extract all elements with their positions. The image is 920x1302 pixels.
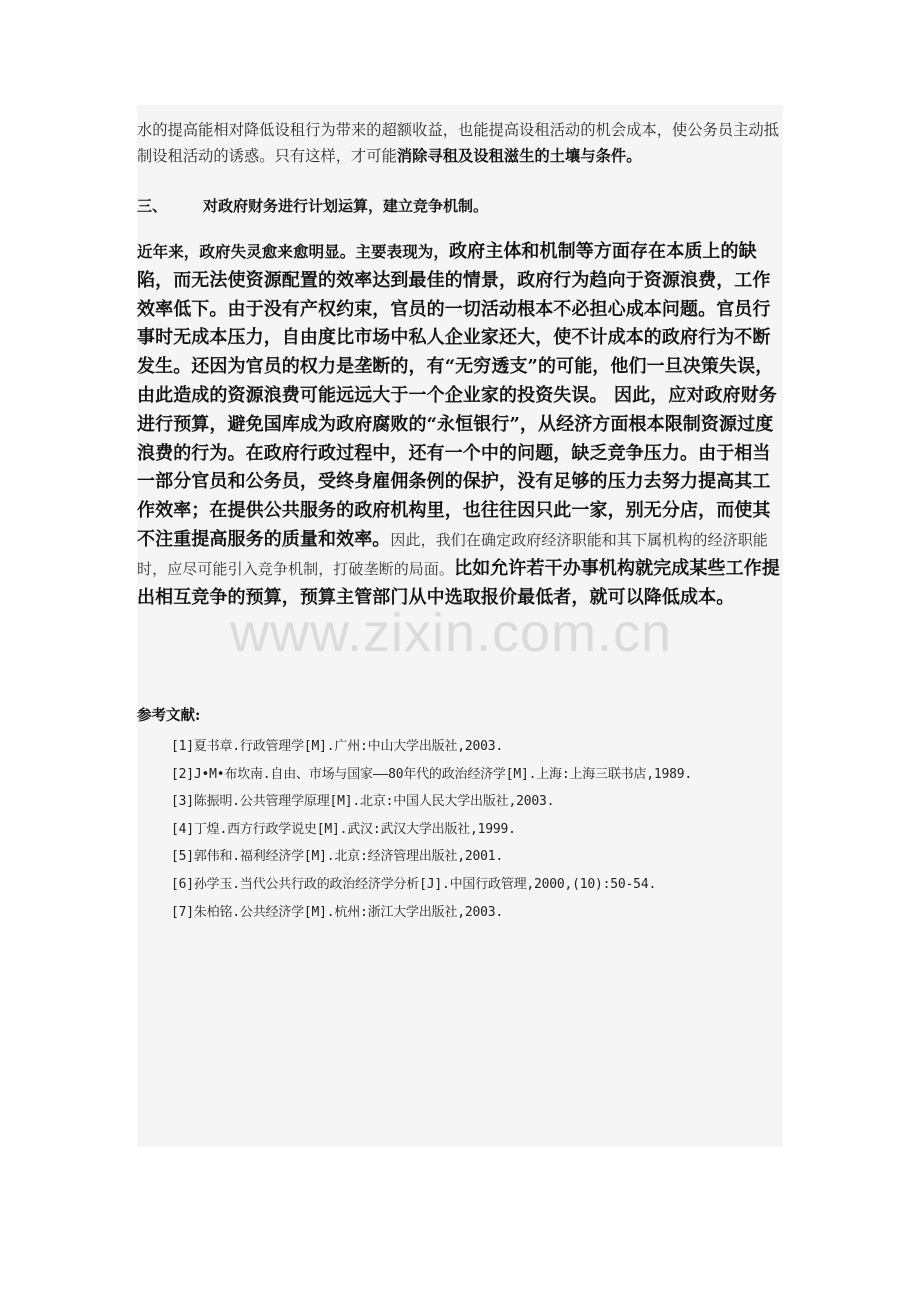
reference-item: [7]朱柏铭.公共经济学[M].杭州:浙江大学出版社,2003.	[171, 904, 504, 920]
reference-item: [6]孙学玉.当代公共行政的政治经济学分析[J].中国行政管理,2000,(10):50-54.	[171, 876, 657, 892]
reference-item: [3]陈振明.公共管理学原理[M].北京:中国人民大学出版社,2003.	[171, 794, 555, 810]
reference-item: [2]J•M•布坎南.自由、市场与国家——80年代的政治经济学[M].上海:上海三联书店,1989.	[171, 766, 693, 782]
paragraph-2-light: 因此，我们在确定政府经济职能和其下属机构的经济职能时，应尽可能引入竞争机制，打破垄断的局面。	[137, 530, 768, 578]
reference-item: [1]夏书章.行政管理学[M].广州:中山大学出版社,2003.	[171, 739, 504, 754]
reference-item: [4]丁煌.西方行政学说史[M].武汉:武汉大学出版社,1999.	[171, 821, 516, 837]
paragraph-2-lead: 近年来，政府失灵愈来愈明显。主要表现为，	[137, 242, 450, 261]
paragraph-2	[137, 238, 783, 612]
paragraph-1-text: 水的提高能相对降低设租行为带来的超额收益，也能提高设租活动的机会成本，使公务员主动抵制设租活动的诱惑。只有这样，才可能	[137, 121, 780, 165]
section-number: 三、	[137, 197, 168, 215]
paragraph-1-bold-text: 消除寻租及设租滋生的土壤与条件。	[396, 147, 642, 165]
watermark: www.zixin.com.cn	[230, 603, 673, 663]
paragraph-1	[137, 117, 783, 169]
section-title: 对政府财务进行计划运算，建立竞争机制。	[203, 197, 489, 215]
document-page	[137, 105, 783, 1147]
references-section	[137, 705, 783, 926]
reference-item: [5]郭伟和.福利经济学[M].北京:经济管理出版社,2001.	[171, 849, 504, 865]
paragraph-2-end: 比如允许若干办事机构就完成某些工作提出相互竞争的预算，预算主管部门从中选取报价最低者，就可以降低成本。	[137, 557, 780, 608]
paragraph-2-main: 政府主体和机制等方面存在本质上的缺陷，而无法使资源配置的效率达到最佳的情景，政府行为趋向于资源浪费，工作效率低下。由于没有产权约束，官员的一切活动根本不必担心成本问题。官员行事时无成本压力，自由度比市场中私人企业家还大，使不计成本的政府行为不断发生。还因为官员的权力是垄断的，有“无穷透支”的可能，他们一旦决策失误，由此造成的资源浪费可能远远大于一个企业家的投资失误。 因此，应对政府财务进行预算，避免国库成为政府腐败的“永恒银行”，从经济方面根本限制资源过度浪费的行为。在政府行政过程中，还有一个中的问题，缺乏竞争压力。由于相当一部分官员和公务员，受终身雇佣条例的保护，没有足够的压力去努力提高其工作效率；在提供公共服务的政府机构里，也往往因只此一家，别无分店，而使其不注重提高服务的质量和效率。	[137, 241, 777, 550]
references-title: 参考文献:	[137, 707, 201, 724]
section-heading	[137, 195, 783, 217]
